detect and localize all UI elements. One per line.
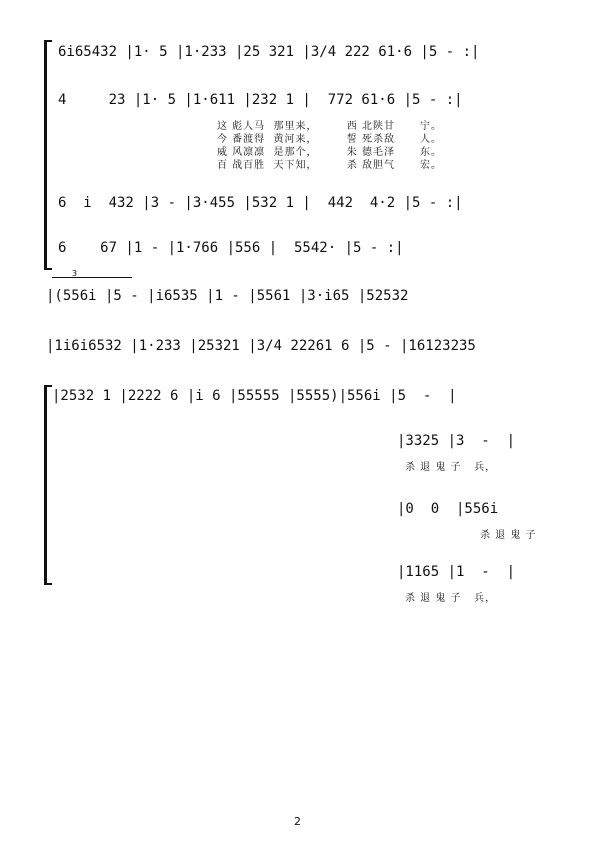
- system4-staff2: |3325 |3 - |: [397, 433, 516, 449]
- system4-staff2-lyric: 杀 退 鬼 子 兵，: [405, 462, 497, 473]
- tuplet-bracket: [52, 277, 132, 278]
- page-number: 2: [294, 815, 301, 828]
- system1-lyric-2: 今 番渡得 黄河来， 誓 死杀敌 人。: [217, 134, 443, 145]
- system1-bracket: [44, 40, 47, 270]
- system4-staff4: |1165 |1 - |: [397, 564, 516, 580]
- system1-lyric-3: 威 风凛凛 是那个， 朱 德毛泽 东。: [217, 147, 443, 158]
- system1-staff2: 4 23 |1· 5 |1·611 |232 1 | 772 61·6 |5 - :|: [58, 92, 463, 108]
- system1-lyric-4: 百 战百胜 天下知， 杀 敌胆气 宏。: [217, 160, 443, 171]
- system1-staff4: 6 67 |1 - |1·766 |556 | 5542· |5 - :|: [58, 240, 404, 256]
- system4-staff1: |2532 1 |2222 6 |i 6 |55555 |5555)|556i |5 - |: [52, 388, 457, 404]
- tuplet-label: 3: [72, 269, 78, 278]
- system3-line: |1i6i6532 |1·233 |25321 |3/4 22261 6 |5 - |16123235: [46, 338, 476, 354]
- system4-staff4-lyric: 杀 退 鬼 子 兵，: [405, 593, 497, 604]
- system4-staff3-lyric: 杀 退 鬼 子: [480, 530, 537, 541]
- system1-staff3: 6 i 432 |3 - |3·455 |532 1 | 442 4·2 |5 - :|: [58, 195, 463, 211]
- system4-bracket: [44, 385, 47, 585]
- system1-staff1: 6i65432 |1· 5 |1·233 |25 321 |3/4 222 61·6 |5 - :|: [58, 44, 480, 60]
- system2-line: |(556i |5 - |i6535 |1 - |5561 |3·i65 |52532: [46, 288, 409, 304]
- system4-staff3: |0 0 |556i: [397, 501, 499, 517]
- system1-lyric-1: 这 彪人马 那里来， 西 北陕甘 宁。: [217, 121, 443, 132]
